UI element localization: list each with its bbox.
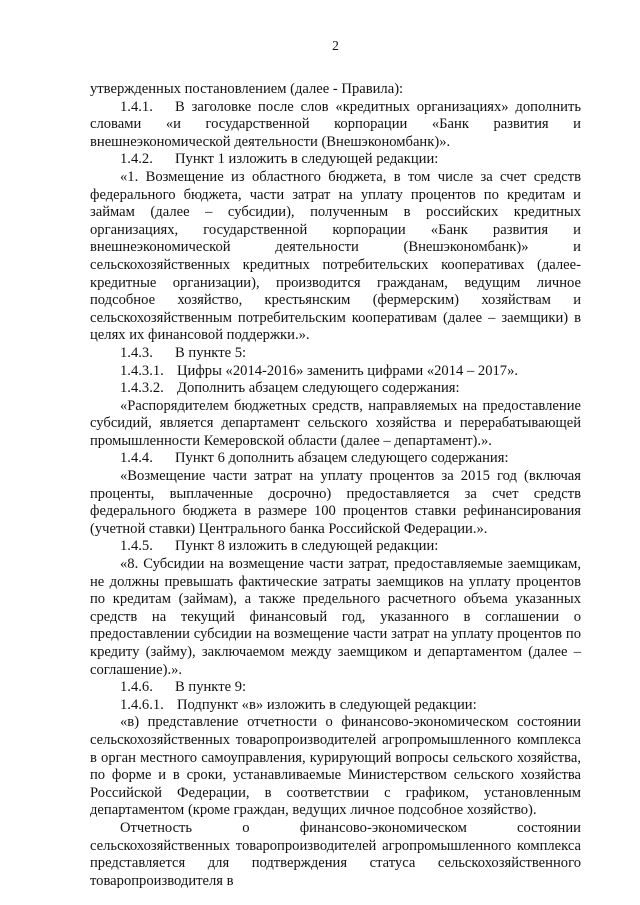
quoted-paragraph: «Возмещение части затрат на уплату процентов за 2015 год (включая проценты, выплаченные досрочно) предоставляется за счет средств федерального бюджета в размере 100 процентов ставки рефинансирования (учетной ставки) Центрального банка Российской Федерации.». bbox=[90, 468, 581, 537]
paragraph-number: 1.4.1. bbox=[120, 98, 153, 115]
text-paragraph: утвержденных постановлением (далее - Правила): bbox=[90, 81, 404, 97]
numbered-paragraph bbox=[90, 679, 581, 697]
paragraph-number: 1.4.4. bbox=[120, 450, 153, 467]
numbered-paragraph bbox=[90, 99, 581, 152]
paragraph-text: Пункт 6 дополнить абзацем следующего содержания: bbox=[175, 450, 509, 467]
numbered-paragraph bbox=[90, 151, 581, 169]
paragraph-number: 1.4.3. bbox=[120, 344, 153, 361]
quoted-paragraph: «1. Возмещение из областного бюджета, в том числе за счет средств федерального бюджета, части затрат на уплату процентов по кредитам и займам (далее – субсидии), полученным в российских кредитных организациях, государственной корпорации «Банк развития и внешнеэкономической деятельности (Внешэкономбанк)» и сельскохозяйственных кредитных потребительских кооперативах (далее-кредитные организации), производится гражданам, ведущим личное подсобное хозяйство, крестьянским (фермерским) хозяйствам и сельскохозяйственным потребительским кооперативам (далее – заемщики) в целях их финансовой поддержки.». bbox=[90, 168, 581, 344]
paragraph-text: В пункте 5: bbox=[175, 344, 247, 361]
quoted-paragraph: «Распорядителем бюджетных средств, направляемых на предоставление субсидий, является департамент сельского хозяйства и перерабатывающей промышленности Кемеровской области (далее – департамент).». bbox=[90, 397, 581, 449]
numbered-paragraph bbox=[90, 538, 581, 556]
paragraph-text: Пункт 1 изложить в следующей редакции: bbox=[175, 151, 439, 168]
document-body bbox=[90, 81, 581, 890]
numbered-subparagraph bbox=[90, 380, 581, 398]
numbered-subparagraph bbox=[90, 363, 581, 381]
quoted-paragraph: «в) представление отчетности о финансово-экономическом состоянии сельскохозяйственных товаропроизводителей агропромышленного комплекса в орган местного самоуправления, курирующий вопросы сельского хозяйства, по форме и в сроки, устанавливаемые Министерством сельского хозяйства Российской Федерации, в соответствии с графиком, установленным департаментом (кроме граждан, ведущих личное подсобное хозяйство). bbox=[90, 714, 581, 819]
numbered-paragraph bbox=[90, 450, 581, 468]
numbered-paragraph bbox=[90, 345, 581, 363]
quoted-paragraph: «8. Субсидии на возмещение части затрат, предоставляемые заемщикам, не должны превышать фактические затраты заемщиков на уплату процентов по кредитам (займам), а также предельного расчетного объема указанных средств на текущий финансовый год, указанного в соглашении о предоставлении субсидии на возмещение части затрат на уплату процентов по кредиту (займу), заключаемом между заемщиком и департаментом (далее – соглашение).». bbox=[90, 556, 581, 678]
quoted-paragraph: Отчетность о финансово-экономическом состоянии сельскохозяйственных товаропроизводителей агропромышленного комплекса представляется для подтверждения статуса сельскохозяйственного товаропроизводителя в bbox=[90, 819, 581, 889]
paragraph-number: 1.4.6.1. bbox=[120, 696, 164, 713]
paragraph-text: Цифры «2014-2016» заменить цифрами «2014 – 2017». bbox=[177, 362, 519, 379]
paragraph-number: 1.4.2. bbox=[120, 151, 153, 168]
paragraph-text: В заголовке после слов «кредитных организациях» дополнить словами «и государственной корпорации «Банк развития и внешнеэкономической деятельности (Внешэкономбанк)». bbox=[90, 98, 581, 150]
paragraph-text: Пункт 8 изложить в следующей редакции: bbox=[175, 538, 439, 555]
paragraph-text: Дополнить абзацем следующего содержания: bbox=[177, 380, 460, 397]
page-number: 2 bbox=[332, 38, 339, 53]
numbered-subparagraph bbox=[90, 697, 581, 715]
paragraph-number: 1.4.3.2. bbox=[120, 380, 164, 397]
paragraph-number: 1.4.3.1. bbox=[120, 362, 164, 379]
paragraph-text: Подпункт «в» изложить в следующей редакции: bbox=[177, 696, 477, 713]
paragraph-number: 1.4.5. bbox=[120, 538, 153, 555]
paragraph-number: 1.4.6. bbox=[120, 679, 153, 696]
paragraph-text: В пункте 9: bbox=[175, 679, 247, 696]
